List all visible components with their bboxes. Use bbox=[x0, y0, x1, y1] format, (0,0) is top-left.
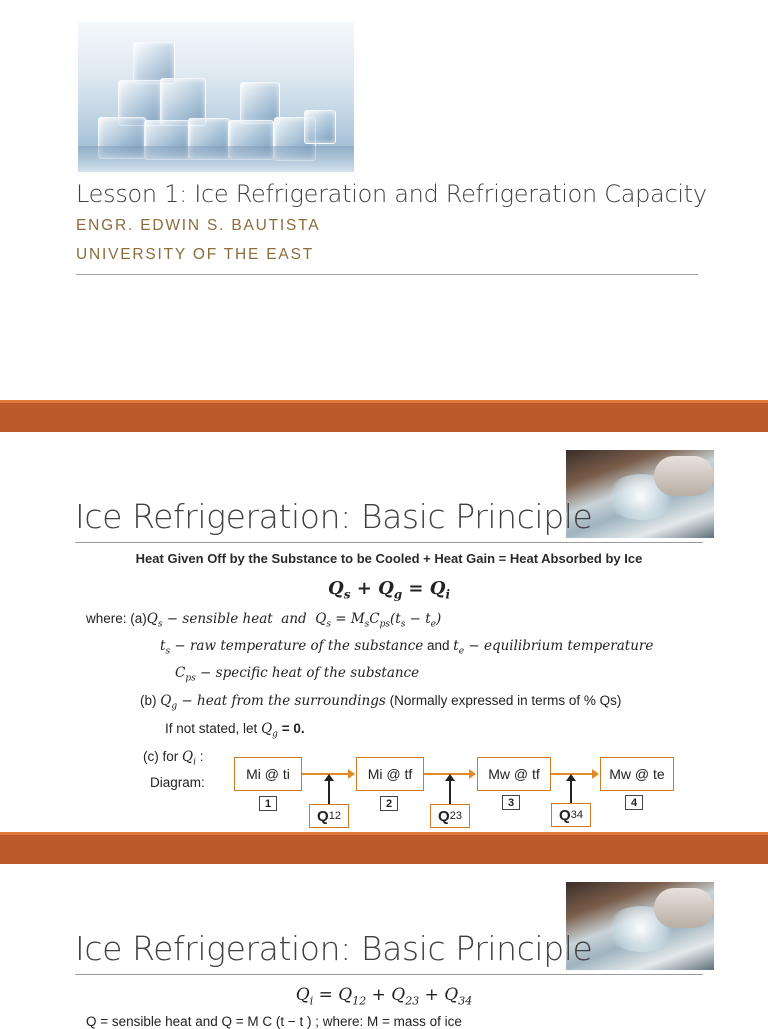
item-b-label: (b) bbox=[140, 693, 157, 708]
where-line-c: (c) for $Q_i$ : bbox=[143, 749, 204, 768]
where-line-b: (b) $Q_g$ − heat from the surroundings (Normally expressed in terms of % Qs) bbox=[140, 693, 622, 712]
title-divider bbox=[76, 274, 698, 275]
specific-heat-term: specific heat of the substance bbox=[215, 665, 420, 681]
qi-sum-equation: $Q_i = Q_{12} + Q_{23} + Q_{34}$ bbox=[295, 985, 473, 1008]
specific-heat-definition: $C_{ps}$ − specific heat of the substance bbox=[175, 665, 420, 684]
state-number-2: 2 bbox=[380, 796, 398, 811]
slide-title: Ice Refrigeration: Basic Principle bbox=[75, 929, 593, 968]
state-box-1: Mi @ ti bbox=[234, 757, 302, 791]
temperature-definitions: $t_s$ − raw temperature of the substance and $t_e$ − equilibrium temperature bbox=[160, 638, 654, 657]
heat-label-23: Q 23 bbox=[430, 804, 470, 828]
ice-cubes-image bbox=[78, 22, 354, 172]
slide-separator bbox=[0, 400, 768, 432]
main-equation: $Q_s + Q_g = Q_i$ bbox=[328, 578, 450, 602]
diagram-label: Diagram: bbox=[150, 775, 205, 790]
equilibrium-temperature-term: equilibrium temperature bbox=[483, 638, 654, 654]
partial-definition-line: Q = sensible heat and Q = M C (t − t ) ; where: M = mass of ice bbox=[86, 1014, 462, 1029]
title-divider bbox=[75, 542, 703, 543]
state-number-3: 3 bbox=[502, 795, 520, 810]
b-note: (Normally expressed in terms of % Qs) bbox=[389, 693, 622, 708]
state-box-3: Mw @ tf bbox=[477, 757, 551, 791]
heat-arrow-34 bbox=[570, 780, 572, 804]
where-line-a: where: $(a)Q_s$ − sensible heat and $Q_s = M_sC_{ps}(t_s - t_e)$ bbox=[86, 611, 442, 630]
heat-arrow-23 bbox=[449, 780, 451, 805]
and-word: and bbox=[281, 611, 307, 627]
if-not-stated: If not stated, let bbox=[165, 721, 258, 736]
heat-surroundings-term: heat from the surroundings bbox=[197, 693, 386, 709]
item-a-label: (a) bbox=[130, 611, 147, 626]
state-box-4: Mw @ te bbox=[600, 757, 674, 791]
where-label: where: bbox=[86, 611, 127, 626]
heat-label-12: Q 12 bbox=[309, 804, 349, 828]
institution-name: UNIVERSITY OF THE EAST bbox=[76, 246, 314, 263]
sensible-heat-term: sensible heat bbox=[182, 611, 273, 627]
state-number-4: 4 bbox=[625, 795, 643, 810]
raw-temperature-term: raw temperature of the substance bbox=[189, 638, 424, 654]
title-divider bbox=[75, 974, 703, 975]
state-box-2: Mi @ tf bbox=[356, 757, 424, 791]
author-name: ENGR. EDWIN S. BAUTISTA bbox=[76, 217, 321, 234]
slide-separator bbox=[0, 832, 768, 864]
principle-statement: Heat Given Off by the Substance to be Cooled + Heat Gain = Heat Absorbed by Ice bbox=[135, 551, 643, 566]
default-qg-note: If not stated, let $Q_g = 0$. bbox=[165, 721, 305, 740]
heat-arrow-12 bbox=[328, 780, 330, 805]
lesson-title: Lesson 1: Ice Refrigeration and Refrigeration Capacity bbox=[76, 180, 707, 208]
heat-label-34: Q 34 bbox=[551, 803, 591, 827]
state-number-1: 1 bbox=[259, 796, 277, 811]
item-c-label: (c) for bbox=[143, 749, 179, 764]
slide-title: Ice Refrigeration: Basic Principle bbox=[75, 497, 593, 536]
